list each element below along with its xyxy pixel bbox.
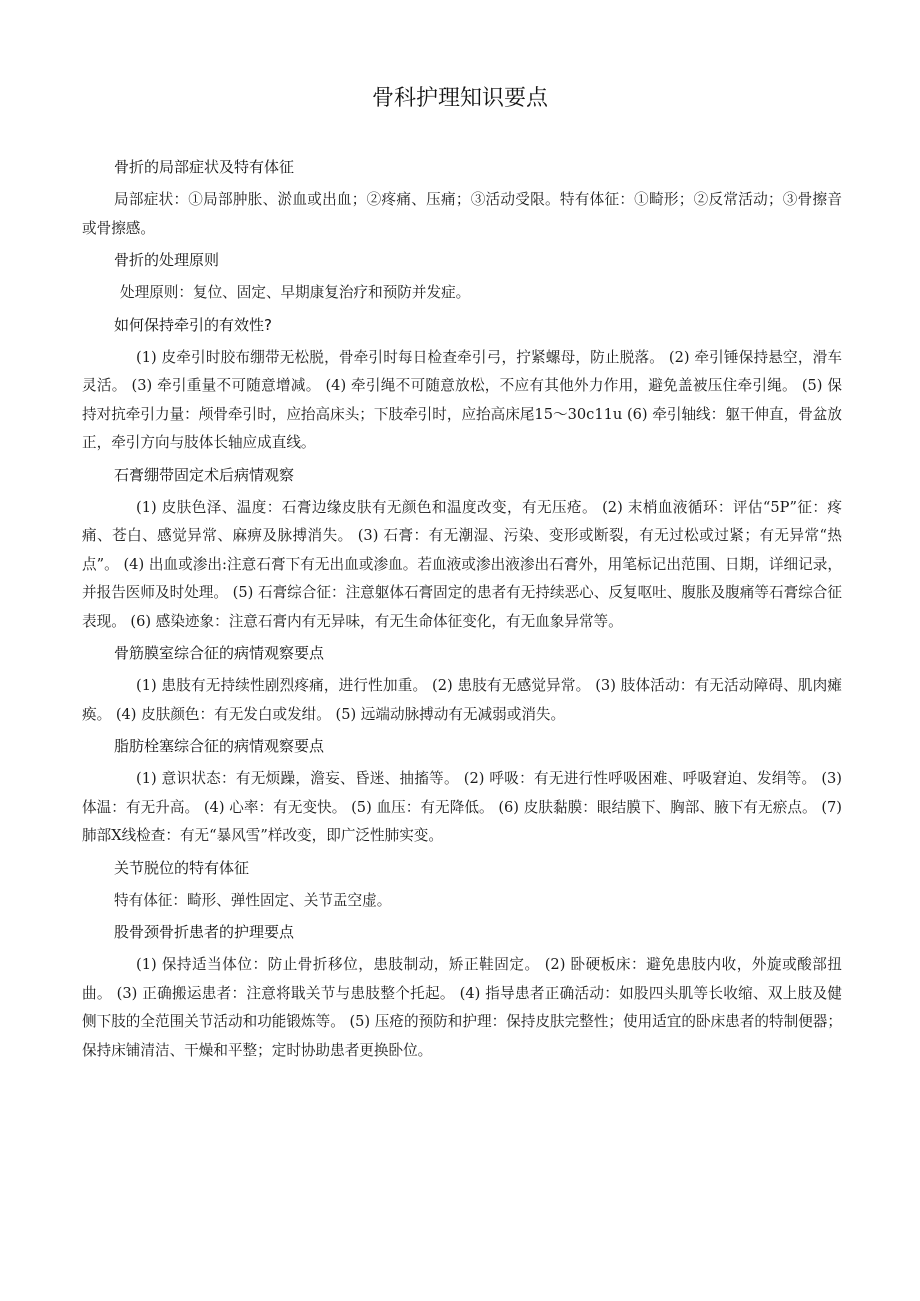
section-heading: 骨折的局部症状及特有体征 [114, 158, 295, 176]
document-title: 骨科护理知识要点 [371, 86, 548, 111]
section-heading: 骨筋膜室综合征的病情观察要点 [114, 644, 325, 662]
section-body: (1) 保持适当体位：防止骨折移位，患肢制动，矫正鞋固定。 (2) 卧硬板床：避免患肢内收，外旋或酸部扭曲。 (3) 正确搬运患者：注意将戢关节与患肢整个托起。 (4) 指导患者正确活动：如股四头肌等长收缩、双上肢及健侧下肢的全范围关节活动和功能锻炼等。 (5) 压疮的预防和护理：保持皮肤完整性；使用适宜的卧床患者的特制便器；保持床铺清洁、干燥和平整；定时协助患者更换卧位。 [82, 956, 842, 1059]
section-compartment-syndrome [82, 642, 842, 729]
section-joint-dislocation [82, 857, 842, 916]
section-heading: 关节脱位的特有体征 [114, 858, 250, 877]
document-content [82, 156, 842, 1071]
section-heading: 股骨颈骨折患者的护理要点 [114, 923, 295, 941]
section-body: (1) 意识状态：有无烦躁，澹妄、昏迷、抽搐等。 (2) 呼吸：有无进行性呼吸困难、呼吸窘迫、发绢等。 (3) 体温：有无升高。 (4) 心率：有无变快。 (5) 血压：有无降低。 (6) 皮肤黏膜：眼结膜下、胸部、腋下有无瘀点。 (7) 肺部X线检查：有无“暴风雪”样改变，即广泛性肺实变。 [82, 770, 842, 844]
section-body: 局部症状：①局部肿胀、淤血或出血；②疼痛、压痛；③活动受限。特有体征：①畸形；②反常活动；③骨擦音或骨擦感。 [82, 191, 842, 237]
section-cast-observation [82, 464, 842, 637]
section-heading: 石膏绷带固定术后病情观察 [114, 465, 295, 484]
section-body: (1) 皮牵引时胶布绷带无松脱，骨牵引时每日检查牵引弓，拧紧螺母，防止脱落。 (2) 牵引锤保持悬空，滑车灵活。 (3) 牵引重量不可随意增减。 (4) 牵引绳不可随意放松，不应有其他外力作用，避免盖被压住牵引绳。 (5) 保持对抗牵引力量：颅骨牵引时，应抬高床头；下肢牵引时，应抬高床尾15〜30c11u (6) 牵引轴线：躯干伸直，骨盆放正，牵引方向与肢体长轴应成直线。 [82, 348, 842, 451]
section-fracture-symptoms [82, 156, 842, 243]
section-fat-embolism [82, 735, 842, 851]
section-heading: 骨折的处理原则 [114, 251, 220, 269]
section-body: 特有体征：畸形、弹性固定、关节盂空虚。 [114, 891, 392, 909]
section-heading: 脂肪栓塞综合征的病情观察要点 [114, 737, 325, 755]
section-fracture-principles [82, 249, 842, 308]
section-body: (1) 患肢有无持续性剧烈疼痛，进行性加重。 (2) 患肢有无感觉异常。 (3) 肢体活动：有无活动障碍、肌肉瘫痪。 (4) 皮肤颜色：有无发白或发绀。 (5) 远端动脉搏动有无减弱或消失。 [82, 677, 842, 723]
section-femoral-neck-care [82, 921, 842, 1065]
section-body: 处理原则：复位、固定、早期康复治疗和预防并发症。 [120, 284, 471, 301]
section-traction-effectiveness [82, 314, 842, 458]
section-body: (1) 皮肤色泽、温度：石膏边缘皮肤有无颜色和温度改变，有无压疮。 (2) 末梢血液循环：评估“5P”征：疼痛、苍白、感觉异常、麻痹及脉搏消失。 (3) 石膏：有无潮湿、污染、变形或断裂，有无过松或过紧；有无异常“热点”。 (4) 出血或渗出:注意石膏下有无出血或渗血。若血液或渗出液渗出石膏外，用笔标记出范围、日期，详细记录，并报告医师及时处理。 (5) 石膏综合征：注意躯体石膏固定的患者有无持续恶心、反复呕吐、腹胀及腹痛等石膏综合征表现。 (6) 感染迹象：注意石膏内有无异味，有无生命体征变化，有无血象异常等。 [82, 498, 842, 630]
section-heading: 如何保持牵引的有效性? [114, 315, 272, 334]
